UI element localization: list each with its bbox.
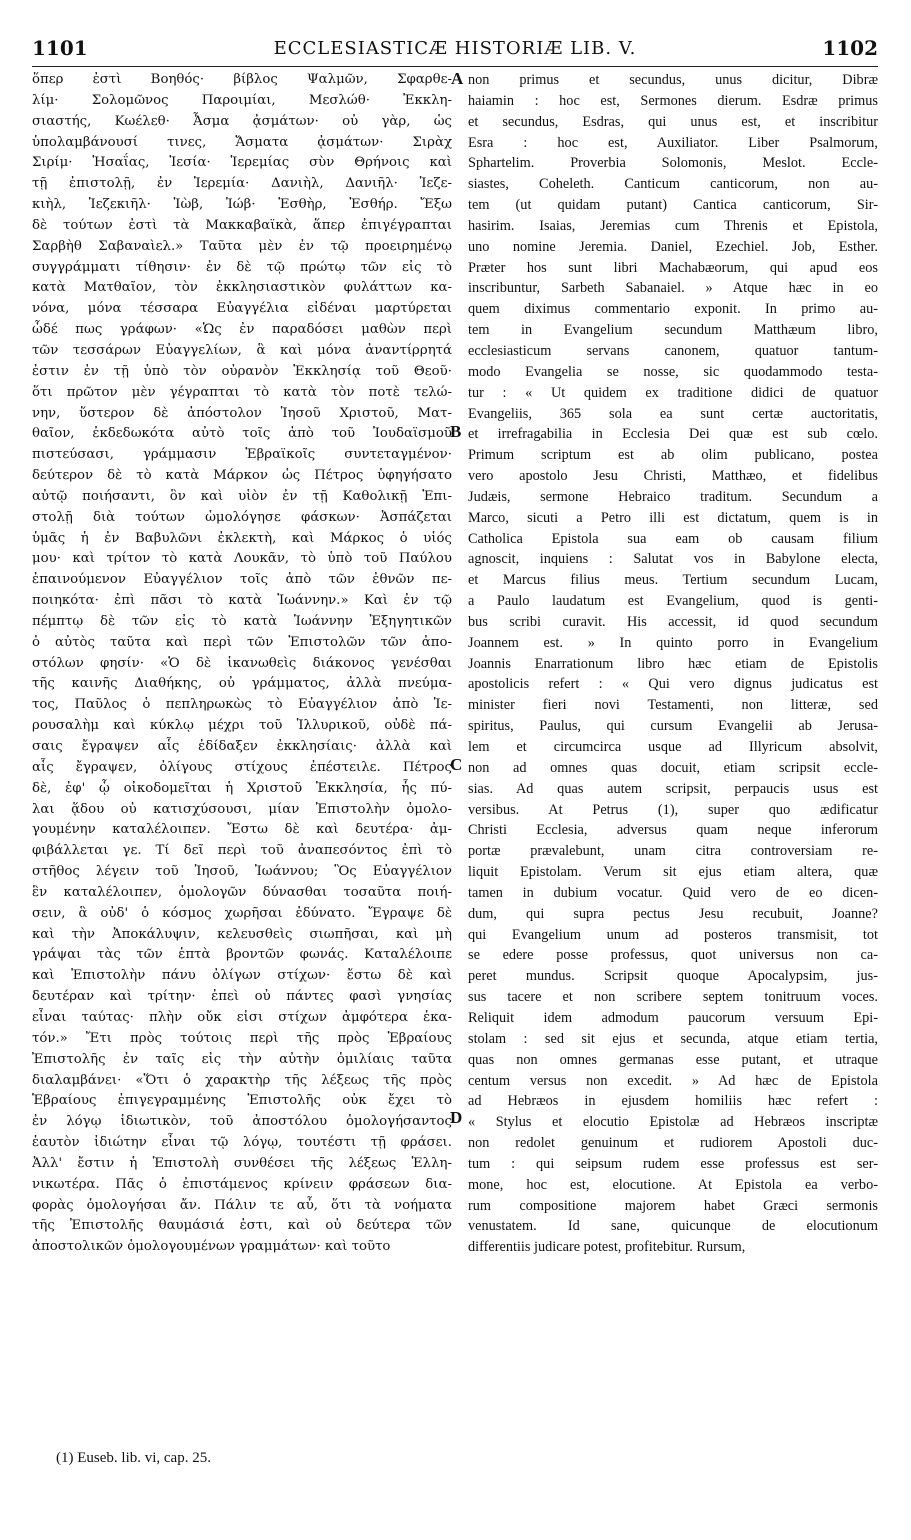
text-line: Esra : hoc est, Auxiliator. Liber Psalmorum, [468,134,878,151]
text-line: tem (ut quidam putant) Cantica canticorum, Sir- [468,197,878,214]
text-line: ὁ αὐτὸς ταῦτα καὶ περὶ τῶν Ἐπιστολῶν τῶν ἀπο- [32,634,452,650]
text-line: εἶναι ταύτας· πλὴν οὔκ εἰσι στίχων ἀμφότερα ἑκα- [32,1009,452,1025]
text-line: ὑμᾶς ἡ ἐν Βαβυλῶνι ἐκλεκτὴ, καὶ Μάρκος ὁ υἱός [32,530,452,546]
text-line: Ἀλλ' ἔστιν ἡ Ἐπιστολὴ συνθέσει τῆς λέξεως Ἑλλη- [32,1155,452,1171]
text-line: siastes, Coheleth. Canticum canticorum, non au- [468,176,878,193]
text-line: μου· καὶ τρίτον τὸ κατὰ Λουκᾶν, τὸ ὑπὸ τοῦ Παύλου [32,551,452,567]
text-line: differentiis judicare potest, profitebitur. Rursum, [468,1239,746,1256]
text-line: ἐν λόγῳ ἰδιωτικὸν, τοῦ ἀποστόλου ὁμολογήσαντος [32,1114,452,1130]
page-number-left: 1101 [32,36,88,60]
text-line: σιαστής, Κωέλεθ· Ἆσμα ᾀσμάτων· οὐ γὰρ, ὡς [32,113,452,129]
text-line: Præter hos sunt libri Machabæorum, qui apud eos [468,259,878,276]
text-line: δὲ, ἐφ' ᾧ οἰκοδομεῖται ἡ Χριστοῦ Ἐκκλησία, ἧς πύ- [32,780,452,796]
text-line: spiritus, Paulus, qui cursum Evangelii ab Jerusa- [468,718,878,735]
text-line: uno nomine Jeremia. Daniel, Ezechiel. Job, Esther. [468,238,878,255]
text-line: νην, ὕστερον δὲ ἀπόστολον Ἰησοῦ Χριστοῦ, Ματ- [32,405,452,421]
text-line: ὅπερ ἐστὶ Βοηθός· βίβλος Ψαλμῶν, Σφαρθε- [32,72,452,87]
text-line: στόλων φησίν· «Ὁ δὲ ἱκανωθεὶς διάκονος γενέσθαι [32,655,452,671]
text-line: σαις ἔγραψεν αἷς ἐδίδαξεν ἐκκλησίαις· ἀλλὰ καὶ [32,739,452,754]
text-line: mone, hoc est, elocutione. At Epistola ea verbo- [468,1176,878,1193]
text-line: στῆθος λέγειν τοῦ Ἰησοῦ, Ἰωάννου; Ὃς Εὐαγγέλιον [32,864,452,880]
text-line: qui Evangelium unum ad posteros transmisit, tot [468,926,878,943]
text-line: θαῖον, ἐκδεδωκότα αὐτὸ τοῖς ἀπὸ τοῦ Ἰουδαϊσμοῦ [32,426,452,442]
text-line: αἷς ἔγραψεν, ὀλίγους στίχους ἐπέστειλε. Πέτρος [32,759,452,775]
text-line: tur : « Ut quidem ex traditione didici de quatuor [468,384,878,401]
text-line: dum, qui supra pectus Jesu recubuit, Joanne? [468,905,878,922]
text-line: se edere posse professus, quot universus non ca- [468,947,878,964]
text-line: haiamin : hoc est, Sermones dierum. Esdræ primus [468,92,878,109]
text-line: αὐτῷ ποιήσαντι, ὃν καὶ υἱὸν ἐν τῇ Καθολικῇ Ἐπι- [32,488,452,504]
text-line: γουμένην καταλέλοιπεν. Ἔστω δὲ καὶ δευτέρα· ἀμ- [32,822,452,838]
text-line: κιὴλ, Ἰεζεκιῆλ· Ἰὼβ, Ἰώβ· Ἐσθὴρ, Ἐσθήρ. Ἔξω [32,197,452,213]
text-line: Σιρίμ· Ἡσαΐας, Ἰεσία· Ἱερεμίας σὺν Θρήνοις καὶ [32,155,452,171]
text-line: portæ prævalebunt, unam citra controversiam re- [468,843,878,860]
text-line: hasirim. Isaias, Jeremias cum Threnis et Epistola, [468,217,878,234]
latin-text-column [468,70,878,1258]
text-line: ρουσαλὴμ καὶ κύκλῳ μέχρι τοῦ Ἰλλυρικοῦ, οὐδὲ πά- [32,718,452,734]
text-line: δὲ τούτων ἐστὶ τὰ Μακκαβαϊκὰ, ἅπερ ἐπιγέγραπται [32,217,452,233]
text-line: Reliquit idem admodum paucorum versuum Epi- [468,1009,878,1026]
text-line: quem diximus commentario exponit. In primo au- [468,301,878,318]
text-line: venustatem. Id sane, quicunque de elocutionum [468,1218,878,1235]
text-line: Joannem est. » In quinto porro in Evangelium [468,634,878,651]
text-line: a Paulo laudatum est Evangelium, quod is genti- [468,593,878,610]
section-marker-b: B [450,422,462,441]
text-line: συγγράμματι τίθησιν· ἐν δὲ τῷ πρώτῳ τῶν εἰς τὸ [32,259,452,275]
text-line: ὧδέ πως γράφων· «Ὡς ἐν παραδόσει μαθὼν περὶ [32,322,452,338]
text-line: sias. Ad quas autem scripsit, perpaucis usus est [468,780,878,797]
text-line: Evangeliis, 365 sola ea sunt certæ auctoritatis, [468,405,878,422]
text-line: φιβάλλεται γε. Τί δεῖ περὶ τοῦ ἀναπεσόντος ἐπὶ τὸ [32,843,452,859]
section-marker-a: A [451,69,464,88]
page-header [32,36,878,67]
text-line: ἐπαινούμενον Εὐαγγέλιον τοῖς ἀπὸ τῶν ἐθνῶν πε- [32,572,452,588]
text-line: λαι ᾅδου οὐ κατισχύσουσι, μίαν Ἐπιστολὴν ὁμολο- [32,801,452,817]
text-line: sus tacere et non scribere septem tonitruum voces. [468,989,878,1006]
text-line: καὶ Ἐπιστολὴν πάνυ ὀλίγων στίχων· ἔστω δὲ καὶ [32,968,452,984]
text-line: peret mundus. Scripsit quoque Apocalypsim, jus- [468,968,878,985]
text-line: τος, Παῦλος ὁ πεπληρωκὼς τὸ Εὐαγγέλιον ἀπὸ Ἱε- [32,697,452,713]
text-line: τῆς Ἐπιστολῆς θαυμάσιά ἐστι, καὶ οὐ δεύτερα τῶν [32,1218,452,1234]
text-line: vero apostolo Jesu Christi, Matthæo, et fidelibus [468,468,878,485]
section-marker-c: C [450,755,463,774]
text-line: καὶ τὴν Ἀποκάλυψιν, κελευσθεὶς σιωπῆσαι, καὶ μὴ [32,926,452,942]
text-line: Marco, sicuti a Petro illi est dictatum, quem is in [468,509,878,526]
text-line: tamen in dubium vocatur. Quid vero de eo dicen- [468,884,878,901]
text-line: τόν.» Ἔτι πρὸς τούτοις περὶ τῆς πρὸς Ἑβραίους [32,1030,452,1046]
text-line: νόνα, μόνα τέσσαρα Εὐαγγέλια εἰδέναι μαρτύρεται [32,301,452,317]
text-line: inscribuntur, Sarbeth Sabanaiel. » Atque hæc in eo [468,280,878,297]
text-line: non ad omnes quas docuit, etiam scripsit eccle- [468,759,878,776]
text-line: liquit Epistolam. Verum sit ejus etiam altera, quæ [468,864,878,881]
text-line: ecclesiasticum servans canonem, quatuor tantum- [468,342,878,359]
text-line: φορὰς ὁμολογήσαι ἄν. Πάλιν τε αὖ, ὅτι τὰ νοήματα [32,1197,452,1213]
text-line: πέμπτῳ δὲ τῶν εἰς τὸ κατὰ Ἰωάννην Ἐξηγητικῶν [32,613,452,629]
text-line: δεύτερον δὲ τὸ κατὰ Μάρκον ὡς Πέτρος ὑφηγήσατο [32,468,452,484]
text-line: quas non omnes germanas esse putant, et utraque [468,1051,878,1068]
text-line: πιστεύσασι, γράμμασιν Ἑβραϊκοῖς συντεταγμένον· [32,447,452,463]
greek-text-column [32,70,452,1258]
footnote: (1) Euseb. lib. vi, cap. 25. [56,1450,211,1466]
text-line: λίμ· Σολομῶνος Παροιμίαι, Μεσλώθ· Ἐκκλη- [32,92,452,108]
text-line: ὑπολαμβάνουσί τινες, Ἄσματα ᾀσμάτων· Σιρὰχ [32,134,452,150]
text-line: et irrefragabilia in Ecclesia Dei quæ est sub cœlo. [468,426,878,443]
text-line: τῇ ἐπιστολῇ, ἐν Ἱερεμία· Δανιὴλ, Δανιῆλ· Ἰεζε- [32,176,452,192]
text-line: agnoscit, inquiens : Salutat vos in Babylone electa, [468,551,878,568]
text-line: « Stylus et elocutio Epistolæ ad Hebræos inscriptæ [468,1114,878,1131]
text-line: τῶν τεσσάρων Εὐαγγελίων, ἃ καὶ μόνα ἀναντίρρητά [32,342,452,358]
text-line: tum : qui seipsum rudem esse professus est ser- [468,1155,878,1172]
text-line: διαλαμβάνει· «Ὅτι ὁ χαρακτὴρ τῆς λέξεως τῆς πρὸς [32,1072,452,1088]
text-line: lem et circumcirca usque ad Illyricum absolvit, [468,739,878,755]
running-title: ECCLESIASTICÆ HISTORIÆ LIB. V. [273,38,637,59]
text-line: νικωτέρα. Πᾶς ὁ ἐπιστάμενος κρίνειν φράσεων δια- [32,1176,452,1192]
text-line: ἀποστολικῶν ὁμολογουμένων γραμμάτων· καὶ τοῦτο [32,1239,391,1255]
text-line: Ἐπιστολῆς ἐν ταῖς εἰς τὴν αὐτὴν ὁμιλίαις ταῦτα [32,1051,452,1067]
text-line: κατὰ Ματθαῖον, τὸν ἐκκλησιαστικὸν φυλάττων κα- [32,280,452,296]
text-line: non primus et secundus, unus dicitur, Dibræ [468,72,878,88]
section-marker-d: D [450,1108,463,1127]
text-line: tem in Evangelium secundum Matthæum libro, [468,322,878,339]
text-line: non redolet genuinum et rudiorem Apostoli duc- [468,1135,878,1152]
text-line: ἑαυτὸν ἰδιώτην εἶναι τῷ λόγῳ, τουτέστι τῇ φράσει. [32,1135,452,1151]
text-line: rum compositione majorem habet Græci sermonis [468,1197,878,1214]
text-line: Σαρβὴθ Σαβαναὶελ.» Ταῦτα μὲν ἐν τῷ προειρημένῳ [32,238,452,254]
text-line: Ἑβραίους ἐπιγεγραμμένης Ἐπιστολῆς οὐκ ἔχει τὸ [32,1093,452,1109]
text-line: στολῇ διὰ τούτων ὡμολόγησε φάσκων· Ἀσπάζεται [32,509,452,525]
text-line: apostolicis refert : « Qui vero dignus judicatus est [468,676,878,693]
text-line: Primum scriptum est ab olim publicano, postea [468,447,878,464]
text-line: Catholica Epistola sua eam ob causam filium [468,530,878,547]
text-line: τῆς καινῆς Διαθήκης, οὐ γράμματος, ἀλλὰ πνεύμα- [32,676,452,692]
text-line: ad Hebræos in ejusdem homiliis hæc refert : [468,1093,878,1110]
text-line: Christi Ecclesia, adversus quam neque inferorum [468,822,878,839]
text-line: et Marcus filius meus. Tertium secundum Lucam, [468,572,878,589]
text-line: γράψαι τὰς τῶν ἑπτὰ βροντῶν φωνάς. Καταλέλοιπε [32,947,452,963]
text-line: versibus. At Petrus (1), super quo ædificatur [468,801,878,818]
text-line: ἓν καταλέλοιπεν, ὁμολογῶν δύνασθαι τοσαῦτα ποιή- [32,884,452,900]
text-line: ὅτι πρῶτον μὲν γέγραπται τὸ κατὰ τὸν ποτὲ τελώ- [32,384,452,400]
text-line: Judæis, sermone Hebraico traditum. Secundum a [468,488,878,505]
text-line: centum versus non excedit. » Ad hæc de Epistola [468,1072,878,1089]
text-line: δευτέραν καὶ τρίτην· ἐπεὶ οὐ πάντες φασὶ γνησίας [32,989,452,1005]
text-line: Sphartelim. Proverbia Solomonis, Meslot. Eccle- [468,155,878,172]
text-line: et secundus, Esdras, qui unus est, et inscribitur [468,113,878,130]
text-line: minister fieri novi Testamenti, non litteræ, sed [468,697,878,714]
text-line: modo Evangelia se nosse, sic quodammodo testa- [468,363,878,380]
text-line: stolam : sed sit ejus et secunda, atque etiam tertia, [468,1030,878,1047]
text-line: ἐστιν ἐν τῇ ὑπὸ τὸν οὐρανὸν Ἐκκλησίᾳ τοῦ Θεοῦ· [32,363,452,379]
text-line: Joannis Enarrationum libro hæc etiam de Epistolis [468,655,878,672]
page-number-right: 1102 [822,36,878,60]
text-line: σειν, ἃ οὐδ' ὁ κόσμος χωρῆσαι ἐδύνατο. Ἔγραψε δὲ [32,905,452,921]
text-line: bus scribi curavit. His accessit, id quod secundum [468,613,878,630]
text-line: ποιηκότα· ἐπὶ πᾶσι τὸ κατὰ Ἰωάννην.» Καὶ ἐν τῷ [32,593,452,609]
